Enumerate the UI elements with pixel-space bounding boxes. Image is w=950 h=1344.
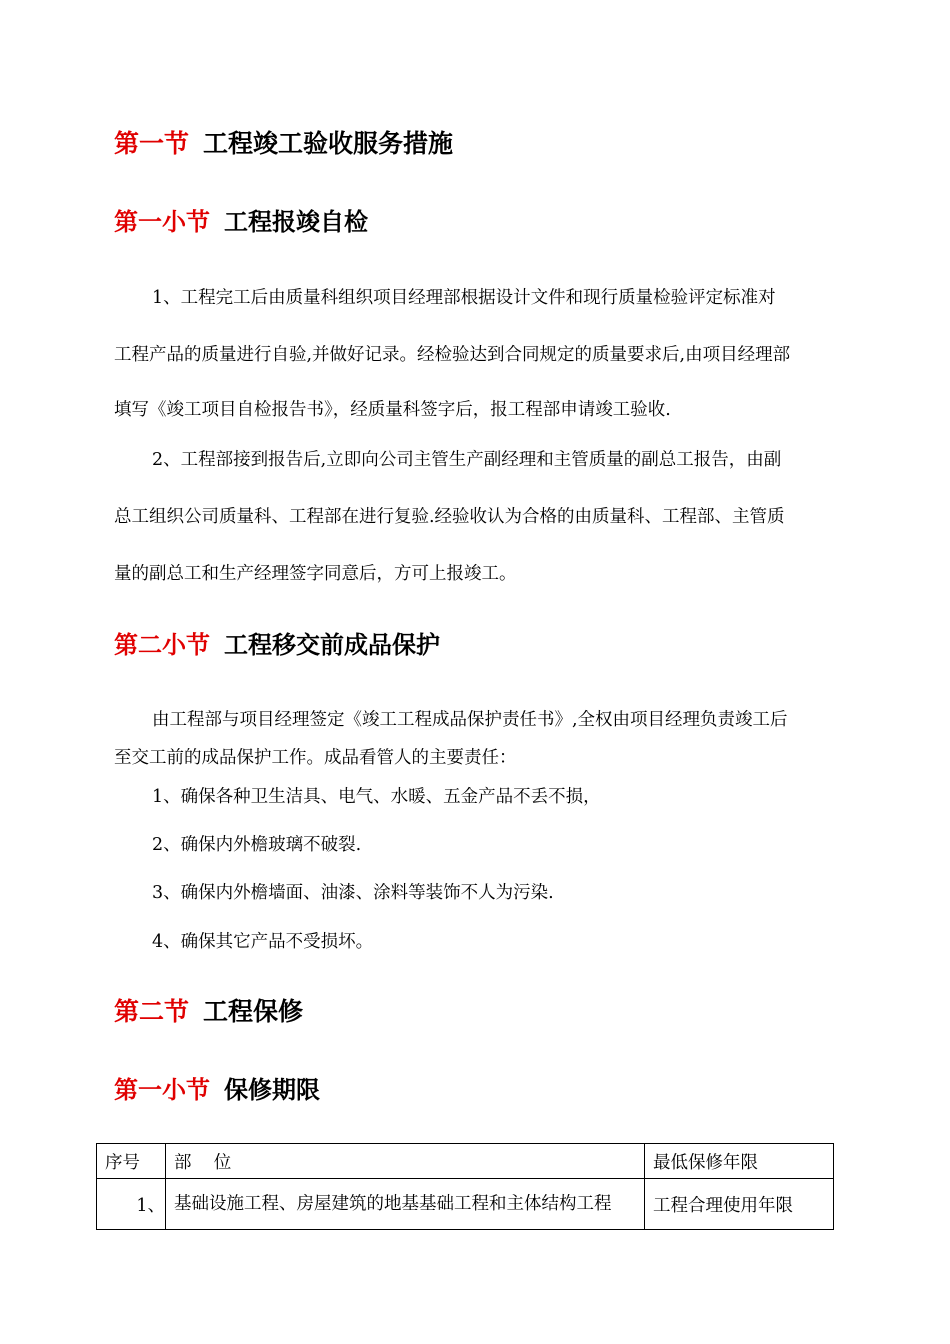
section-number: 第一节 xyxy=(114,129,190,158)
table-header-cell: 最低保修年限 xyxy=(645,1144,834,1179)
table-cell-number: 1、 xyxy=(97,1179,166,1230)
subsection-number: 第一小节 xyxy=(114,1076,210,1104)
section-title: 工程竣工验收服务措施 xyxy=(203,129,454,158)
subsection-number: 第一小节 xyxy=(114,208,210,236)
paragraph-line: 至交工前的成品保护工作。成品看管人的主要责任： xyxy=(114,748,517,768)
list-item: 2、确保内外檐玻璃不破裂. xyxy=(152,835,362,855)
subsection-title: 工程移交前成品保护 xyxy=(224,631,440,659)
table-header-row xyxy=(97,1144,834,1179)
section-heading-2 xyxy=(114,992,303,1028)
table-cell-period: 工程合理使用年限 xyxy=(645,1179,834,1230)
section-number: 第二节 xyxy=(114,997,190,1026)
warranty-table xyxy=(96,1143,834,1230)
table-header-cell: 部 位 xyxy=(166,1144,645,1179)
table-cell-part: 基础设施工程、房屋建筑的地基基础工程和主体结构工程 xyxy=(166,1179,645,1230)
paragraph-line: 由工程部与项目经理签定《竣工工程成品保护责任书》,全权由项目经理负责竣工后 xyxy=(152,710,788,730)
list-item: 1、确保各种卫生洁具、电气、水暖、五金产品不丢不损， xyxy=(152,787,601,807)
paragraph-line: 工程产品的质量进行自验,并做好记录。经检验达到合同规定的质量要求后,由项目经理部 xyxy=(114,345,791,365)
subsection-title: 保修期限 xyxy=(224,1076,320,1104)
paragraph-line: 1、工程完工后由质量科组织项目经理部根据设计文件和现行质量检验评定标准对 xyxy=(152,288,776,308)
section-title: 工程保修 xyxy=(203,997,304,1026)
subsection-title: 工程报竣自检 xyxy=(224,208,368,236)
table-header-cell: 序号 xyxy=(97,1144,166,1179)
subsection-heading-2-1 xyxy=(114,1070,320,1105)
list-item: 3、确保内外檐墙面、油漆、涂料等装饰不人为污染. xyxy=(152,883,554,903)
section-heading-1 xyxy=(114,124,453,160)
paragraph-line: 2、工程部接到报告后,立即向公司主管生产副经理和主管质量的副总工报告，由副 xyxy=(152,450,782,470)
subsection-heading-1-2 xyxy=(114,625,440,660)
list-item: 4、确保其它产品不受损坏。 xyxy=(152,932,374,952)
subsection-heading-1-1 xyxy=(114,202,368,237)
paragraph-line: 量的副总工和生产经理签字同意后，方可上报竣工。 xyxy=(114,564,517,584)
paragraph-line: 填写《竣工项目自检报告书》，经质量科签字后，报工程部申请竣工验收. xyxy=(114,400,671,420)
paragraph-line: 总工组织公司质量科、工程部在进行复验.经验收认为合格的由质量科、工程部、主管质 xyxy=(114,507,785,527)
table-row xyxy=(97,1179,834,1230)
subsection-number: 第二小节 xyxy=(114,631,210,659)
